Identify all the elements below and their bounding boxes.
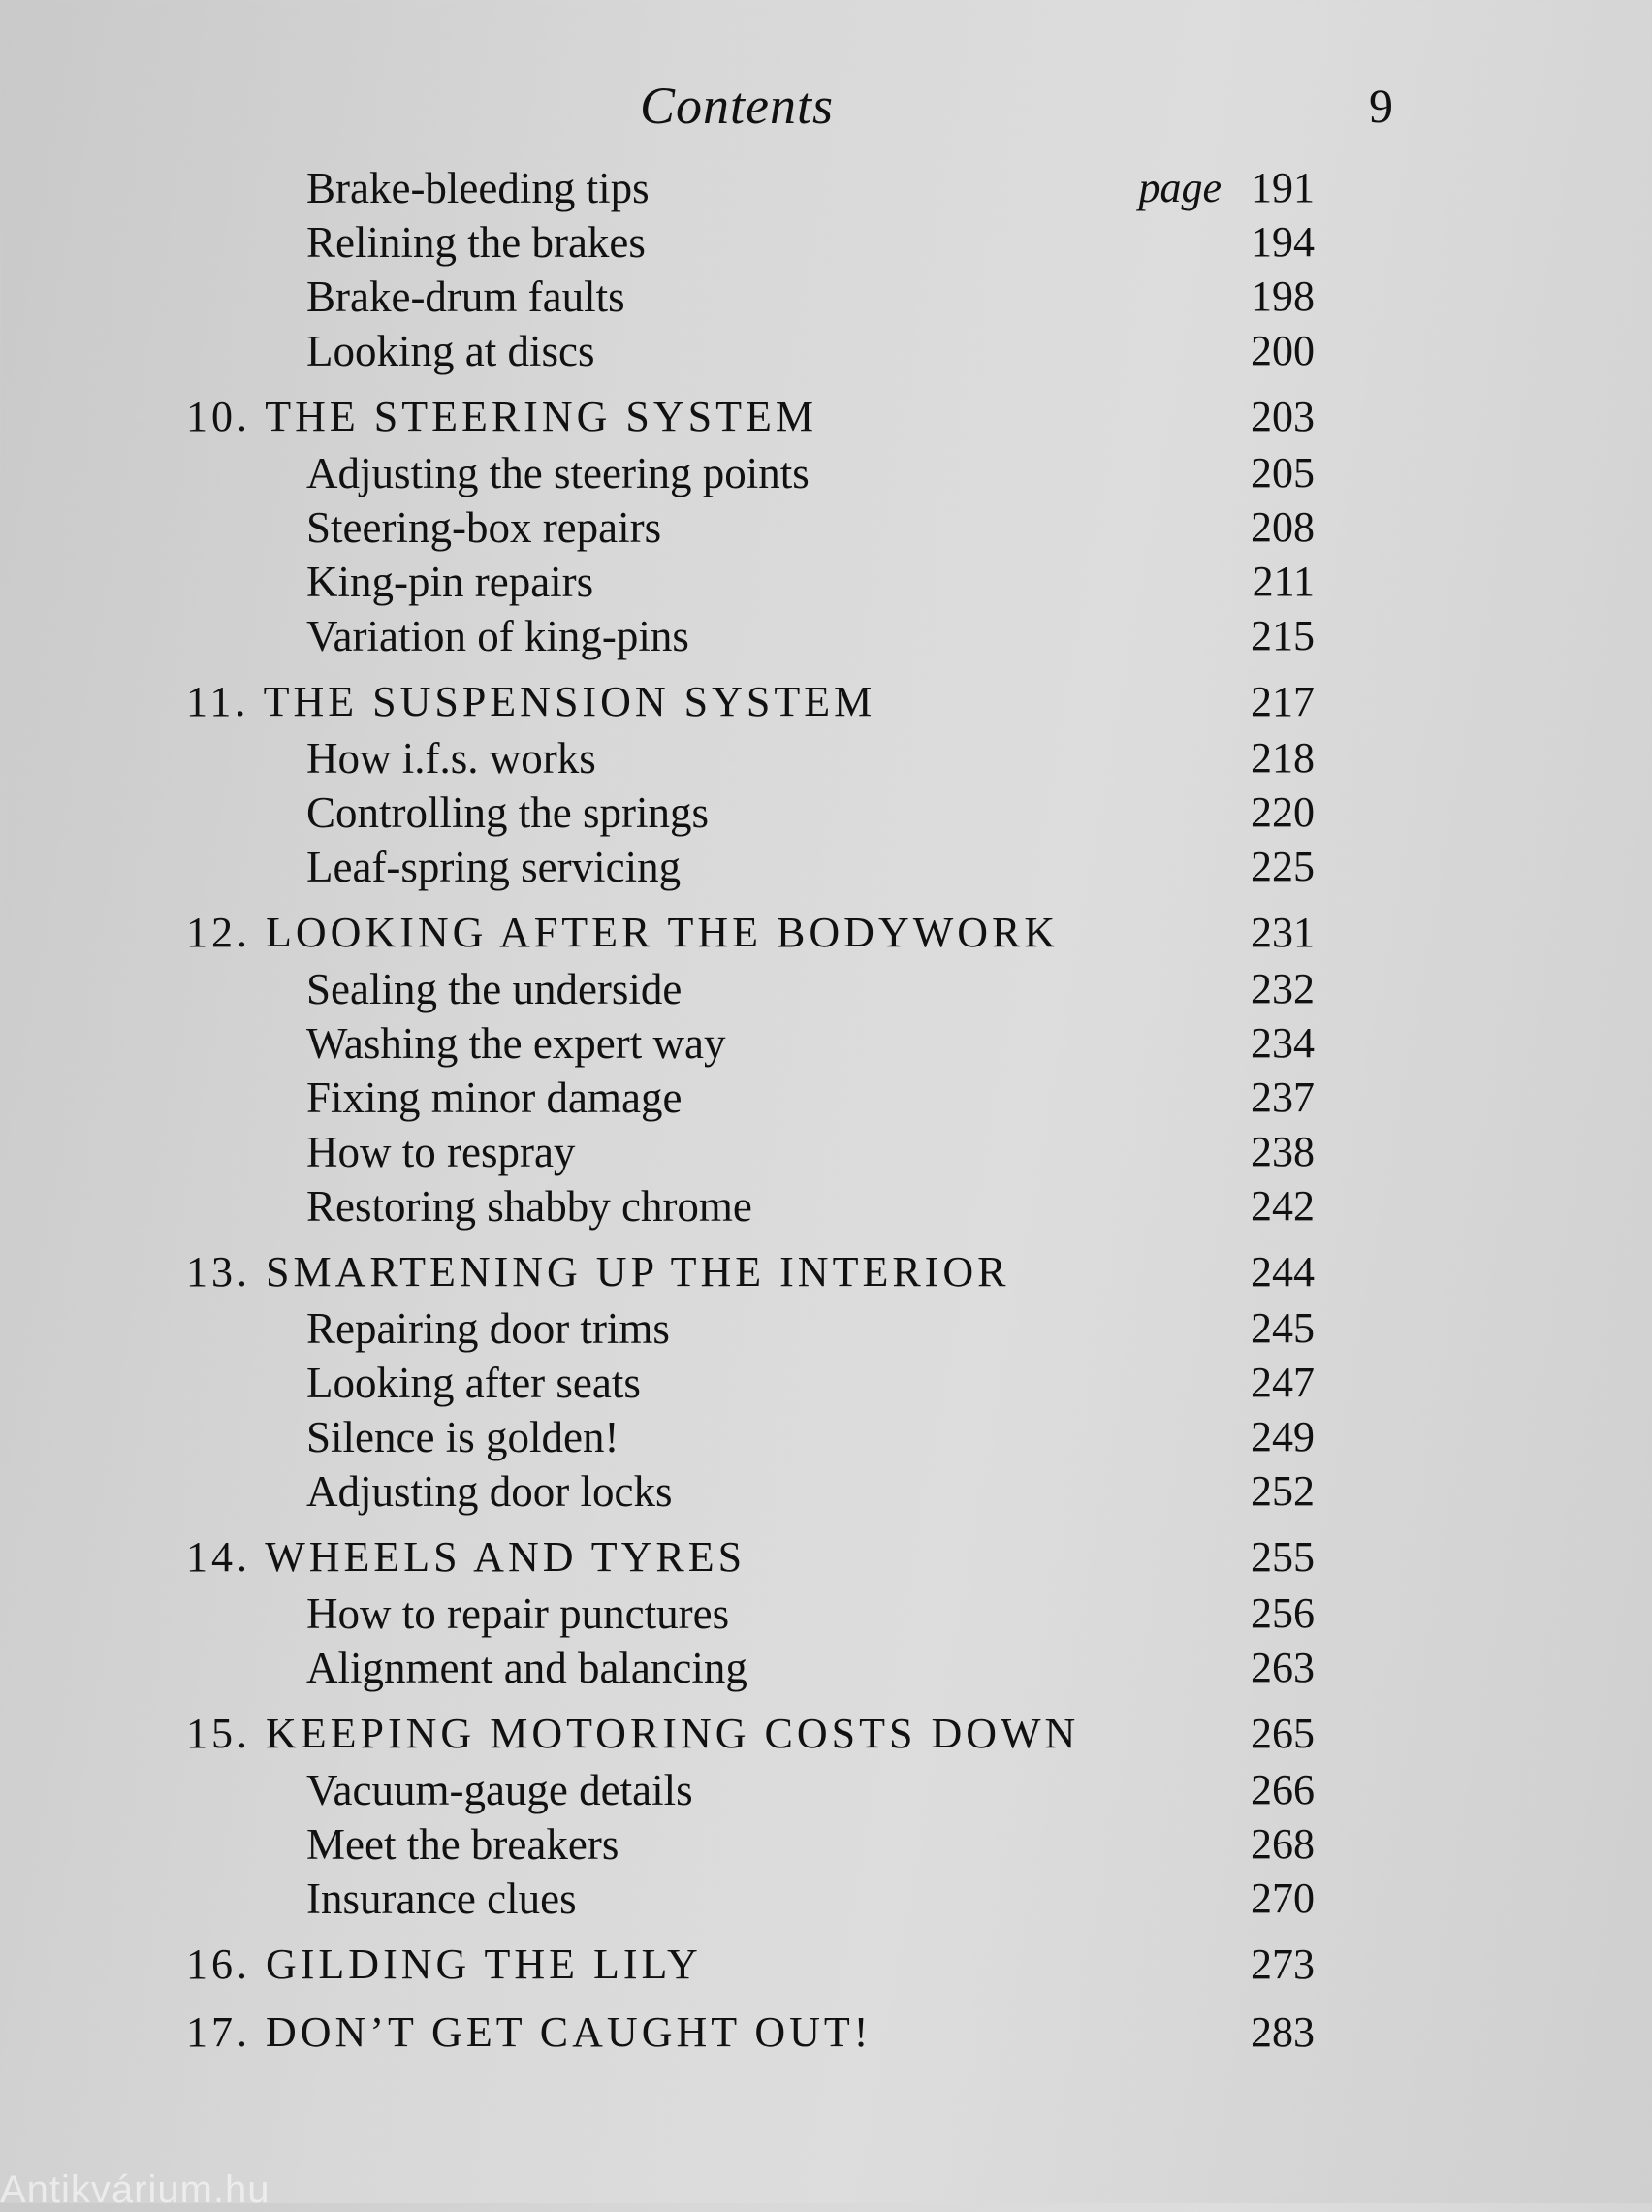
toc-entry-title: How i.f.s. works	[306, 734, 596, 783]
toc-page-number: 225	[1251, 843, 1315, 890]
toc-entry-title: Leaf-spring servicing	[306, 843, 682, 891]
toc-page-number: 231	[1251, 909, 1315, 956]
toc-entry-title: Repairing door trims	[306, 1304, 670, 1353]
toc-entry-title: Controlling the springs	[306, 788, 709, 837]
toc-page-number: 266	[1251, 1766, 1315, 1813]
toc-entry	[0, 326, 1652, 380]
toc-entry-title: Variation of king-pins	[306, 612, 689, 660]
toc-page-number: 205	[1251, 449, 1315, 497]
toc-entry	[0, 733, 1652, 787]
toc-entry-title: 15. KEEPING MOTORING COSTS DOWN	[186, 1710, 1080, 1757]
toc-chapter	[0, 1532, 1652, 1587]
toc-page-number: 208	[1251, 503, 1315, 551]
toc-entry-title: 16. GILDING THE LILY	[186, 1940, 702, 1988]
toc-chapter	[0, 392, 1652, 446]
toc-page-number: 238	[1251, 1128, 1315, 1175]
toc-page-number: 249	[1251, 1413, 1315, 1460]
toc-entry-title: Steering-box repairs	[306, 503, 662, 552]
toc-entry-title: King-pin repairs	[306, 558, 594, 606]
toc-page-number: 247	[1251, 1359, 1315, 1406]
toc-entry	[0, 1819, 1652, 1874]
toc-page-number: 215	[1251, 612, 1315, 659]
toc-entry	[0, 1874, 1652, 1928]
toc-page-number: 273	[1251, 1940, 1315, 1988]
toc-entry-title: 14. WHEELS AND TYRES	[186, 1533, 747, 1581]
toc-page-number: 194	[1251, 218, 1315, 266]
toc-entry	[0, 611, 1652, 665]
toc-entry-title: Insurance clues	[306, 1875, 577, 1923]
toc-entry-title: How to repair punctures	[306, 1589, 730, 1638]
toc-entry-title: Brake-bleeding tips	[306, 164, 650, 212]
toc-entry-title: Restoring shabby chrome	[306, 1182, 752, 1231]
page-title: Contents	[640, 77, 835, 135]
toc-entry-title: Looking after seats	[306, 1359, 641, 1407]
toc-entry	[0, 557, 1652, 611]
toc-page-number: 265	[1251, 1710, 1315, 1757]
toc-entry	[0, 964, 1652, 1018]
page-label: page	[1138, 164, 1222, 211]
toc-page-number: 232	[1251, 965, 1315, 1012]
toc-chapter	[0, 908, 1652, 962]
toc-entry	[0, 1073, 1652, 1127]
toc-entry	[0, 1358, 1652, 1412]
toc-page-number: 220	[1251, 788, 1315, 836]
toc-page-number: 256	[1251, 1589, 1315, 1637]
toc-entry-title: Alignment and balancing	[306, 1644, 747, 1692]
toc-entry-title: 12. LOOKING AFTER THE BODYWORK	[186, 909, 1060, 956]
toc-entry-title: Vacuum-gauge details	[306, 1766, 693, 1814]
toc-entry-title: Brake-drum faults	[306, 272, 625, 321]
toc-entry	[0, 1588, 1652, 1643]
toc-entry-title: Washing the expert way	[306, 1019, 726, 1068]
toc-entry	[0, 787, 1652, 842]
toc-page-number: 245	[1251, 1304, 1315, 1352]
toc-entry-title: 17. DON’T GET CAUGHT OUT!	[186, 2008, 873, 2056]
toc-page-number: 270	[1251, 1875, 1315, 1922]
toc-page-number: 203	[1251, 393, 1315, 440]
toc-entry-title: Silence is golden!	[306, 1413, 620, 1461]
toc-entry	[0, 1303, 1652, 1358]
toc-page-number: 244	[1251, 1248, 1315, 1296]
toc-chapter	[0, 1247, 1652, 1301]
toc-entry	[0, 448, 1652, 502]
toc-entry	[0, 163, 1652, 217]
toc-page-number: 191	[1251, 164, 1315, 211]
toc-entry	[0, 217, 1652, 272]
toc-page-number: 234	[1251, 1019, 1315, 1067]
toc-entry	[0, 502, 1652, 557]
toc-page-number: 200	[1251, 327, 1315, 374]
toc-entry	[0, 1018, 1652, 1073]
toc-chapter	[0, 1709, 1652, 1763]
toc-entry-title: How to respray	[306, 1128, 576, 1176]
toc-entry-title: Adjusting door locks	[306, 1467, 673, 1516]
toc-entry-title: 10. THE STEERING SYSTEM	[186, 393, 817, 440]
toc-entry-title: 13. SMARTENING UP THE INTERIOR	[186, 1248, 1010, 1296]
toc-page-number: 218	[1251, 734, 1315, 782]
toc-entry-title: Adjusting the steering points	[306, 449, 810, 497]
toc-entry	[0, 842, 1652, 896]
toc-page-number: 255	[1251, 1533, 1315, 1581]
toc-page-number: 198	[1251, 272, 1315, 320]
toc-entry	[0, 1643, 1652, 1697]
toc-page-number: 263	[1251, 1644, 1315, 1691]
toc-chapter	[0, 2007, 1652, 2062]
toc-chapter	[0, 1940, 1652, 1994]
toc-entry-title: Fixing minor damage	[306, 1074, 683, 1122]
toc-entry	[0, 1765, 1652, 1819]
toc-entry	[0, 1127, 1652, 1181]
toc-entry	[0, 1181, 1652, 1235]
toc-entry	[0, 1466, 1652, 1521]
toc-entry-title: Looking at discs	[306, 327, 595, 375]
toc-page-number: 217	[1251, 678, 1315, 725]
toc-page-number: 268	[1251, 1820, 1315, 1868]
toc-entry	[0, 1412, 1652, 1466]
toc-page-number: 252	[1251, 1467, 1315, 1515]
toc-chapter	[0, 677, 1652, 731]
toc-entry-title: Meet the breakers	[306, 1820, 620, 1869]
toc-entry-title: Sealing the underside	[306, 965, 683, 1013]
toc-entry-title: Relining the brakes	[306, 218, 646, 267]
page-number: 9	[1369, 79, 1393, 133]
toc-page-number: 211	[1252, 558, 1315, 605]
toc-page-number: 283	[1251, 2008, 1315, 2056]
toc-entry	[0, 272, 1652, 326]
toc-entry-title: 11. THE SUSPENSION SYSTEM	[186, 678, 876, 725]
watermark: Antikvárium.hu	[0, 2168, 270, 2211]
toc-page-number: 242	[1251, 1182, 1315, 1230]
toc-page-number: 237	[1251, 1074, 1315, 1121]
